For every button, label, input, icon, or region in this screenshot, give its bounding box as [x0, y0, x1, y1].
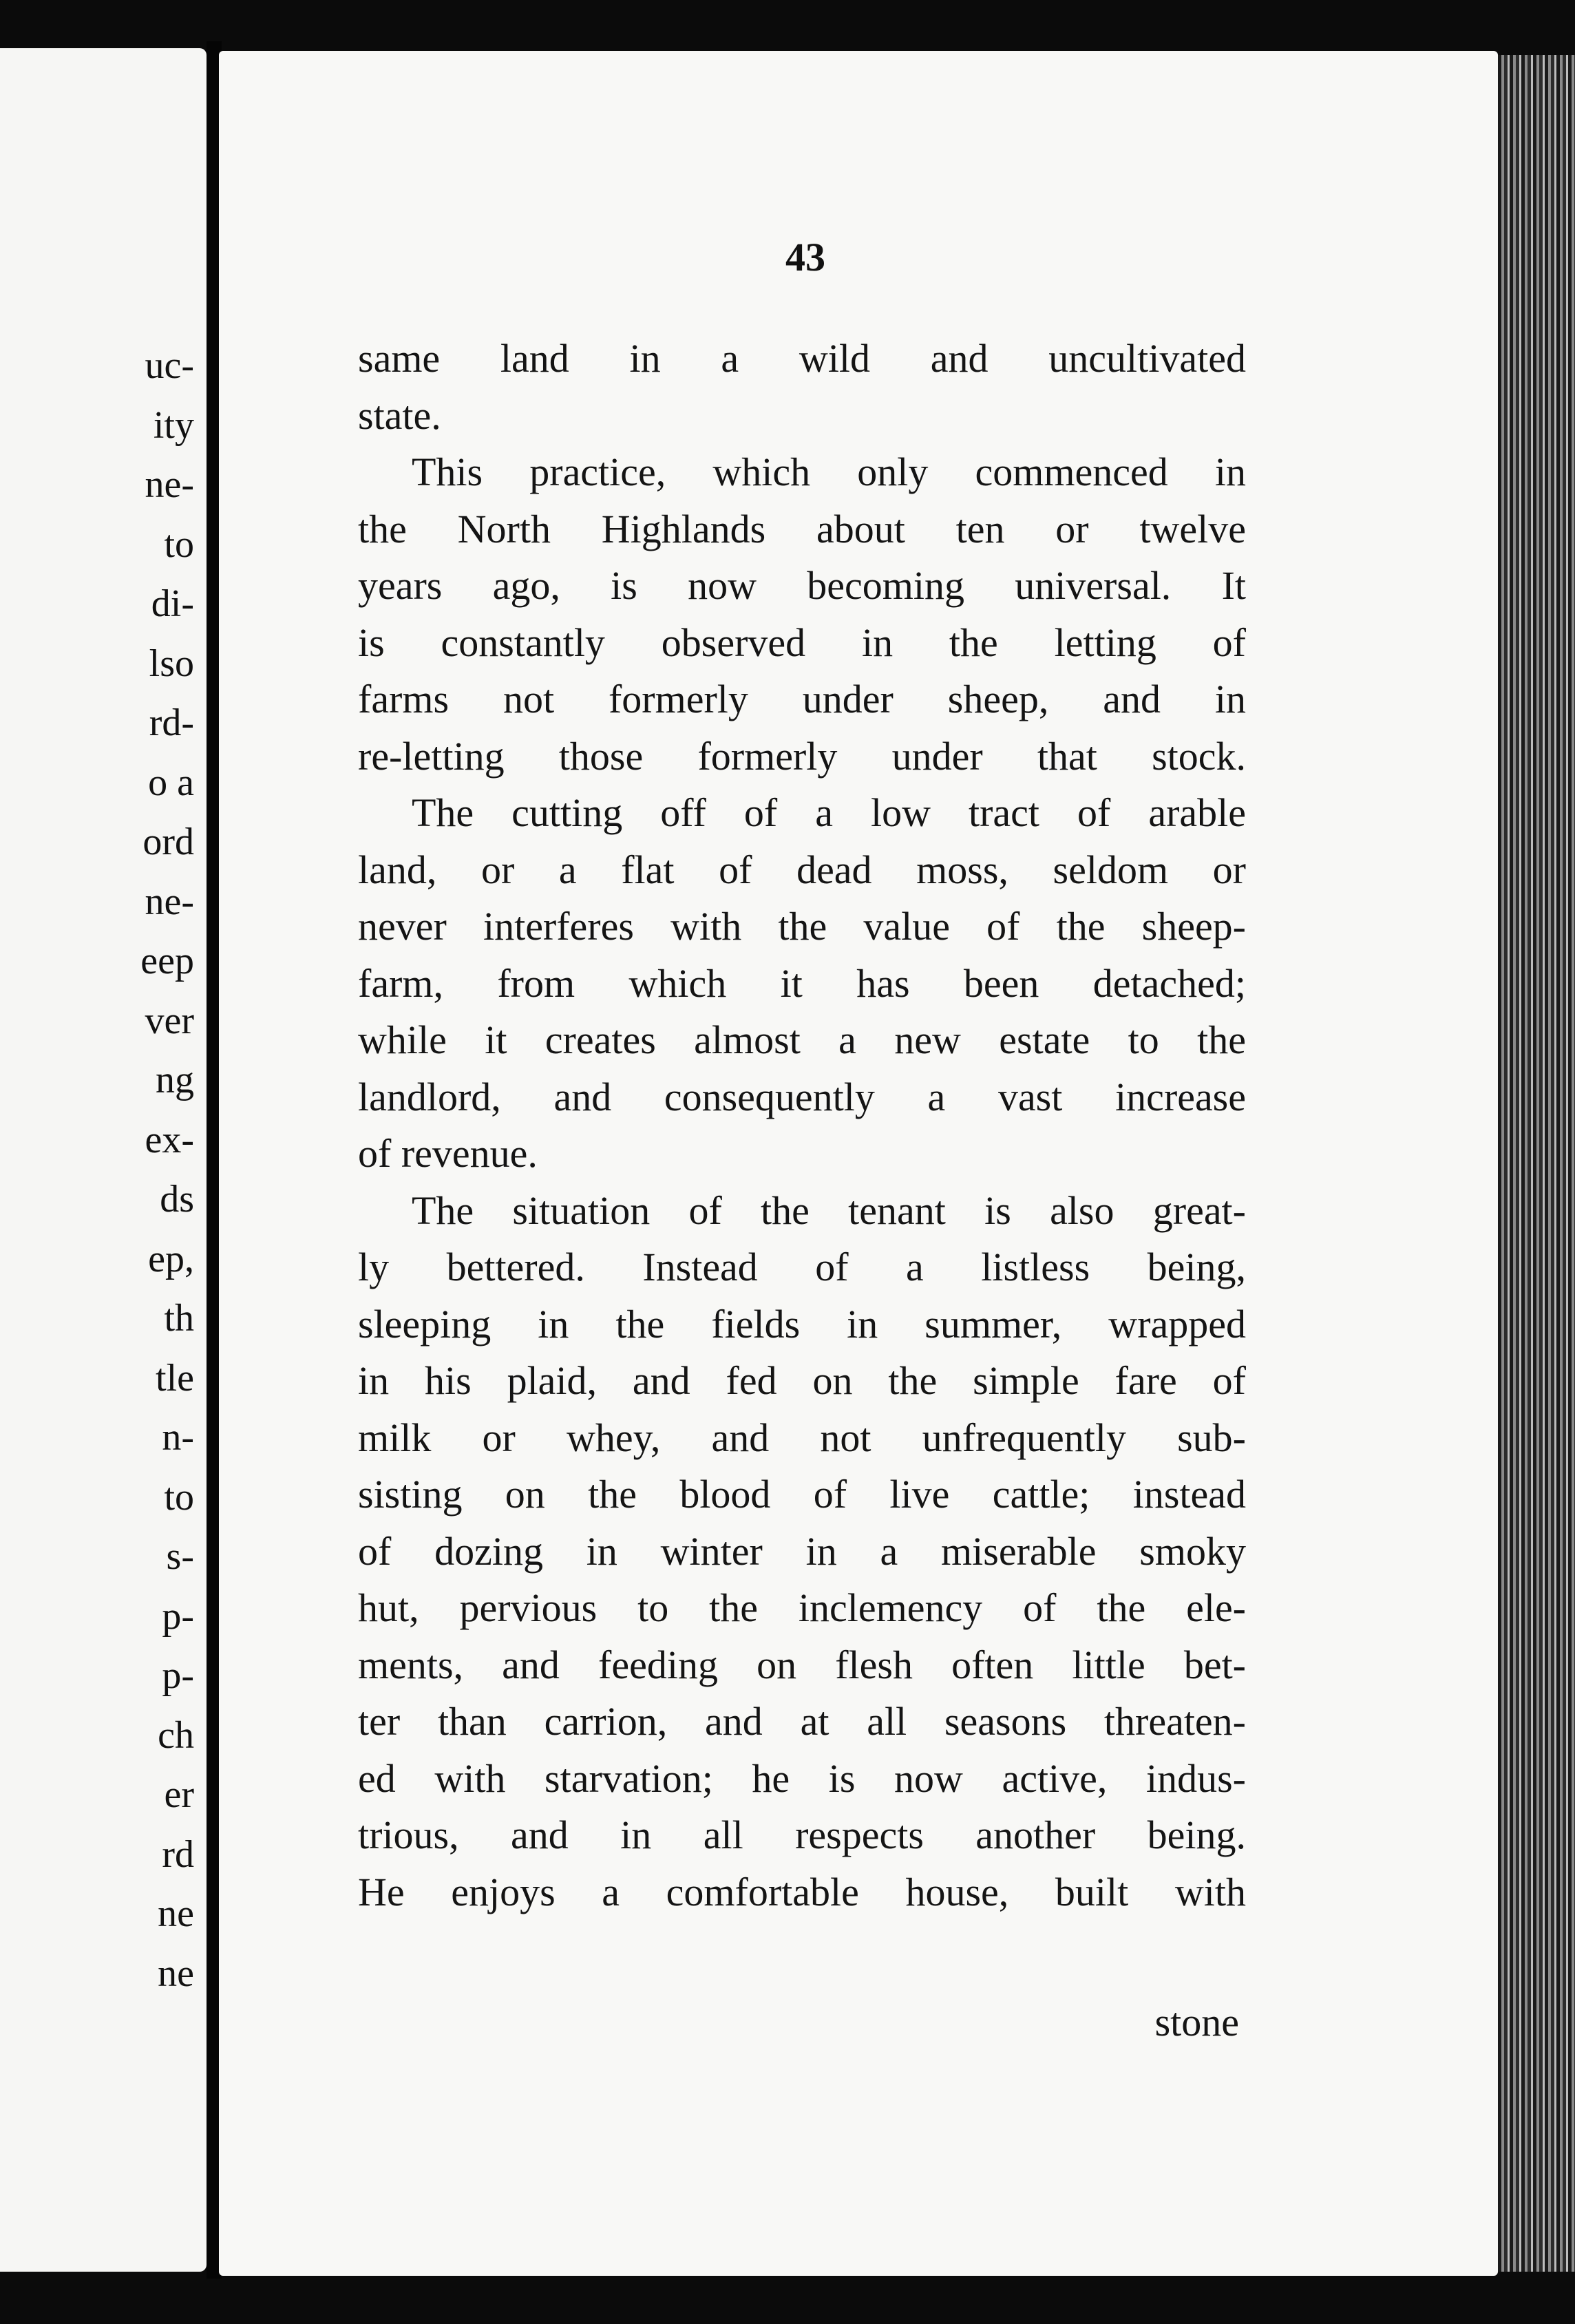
text-line: milk or whey, and not unfrequently sub-	[358, 1415, 1246, 1460]
text-line: farms not formerly under sheep, and in	[358, 677, 1246, 721]
text-line: This practice, which only commenced in	[412, 450, 1246, 494]
text-line: He enjoys a comfortable house, built with	[358, 1869, 1246, 1914]
left-fragment: er	[164, 1773, 194, 1816]
text-line: The situation of the tenant is also great-	[412, 1187, 1246, 1233]
text-line: in his plaid, and fed on the simple fare of	[358, 1358, 1246, 1403]
left-fragment: to	[164, 522, 194, 566]
left-fragment: ex-	[145, 1118, 194, 1161]
text-line: landlord, and consequently a vast increase	[358, 1074, 1246, 1119]
left-fragment: tle	[156, 1356, 194, 1399]
text-line: ter than carrion, and at all seasons threaten-	[358, 1699, 1246, 1744]
left-fragment: th	[164, 1297, 194, 1340]
text-line: is constantly observed in the letting of	[358, 620, 1246, 665]
left-fragment: ity	[153, 403, 194, 447]
text-line: ly bettered. Instead of a listless being,	[358, 1245, 1246, 1289]
left-fragment: rd-	[149, 701, 194, 744]
text-line: re-letting those formerly under that stock.	[358, 733, 1246, 779]
left-fragment: ch	[158, 1713, 194, 1757]
text-line: The cutting off of a low tract of arable	[412, 790, 1246, 835]
left-fragment: ne	[158, 1952, 194, 1995]
text-line: ed with starvation; he is now active, indus-	[358, 1755, 1246, 1801]
left-fragment: ver	[145, 999, 194, 1042]
text-line: state.	[358, 392, 441, 438]
left-fragment: eep	[140, 940, 194, 982]
left-fragment: n-	[162, 1416, 194, 1459]
left-page-text-fragments	[140, 336, 194, 2003]
left-fragment: p-	[162, 1594, 194, 1638]
text-line: of revenue.	[358, 1131, 538, 1176]
left-fragment: o a	[148, 761, 194, 804]
left-fragment: s-	[166, 1535, 194, 1578]
text-line: hut, pervious to the inclemency of the ele-	[358, 1585, 1246, 1630]
text-line: farm, from which it has been detached;	[358, 960, 1246, 1006]
page-number: 43	[785, 235, 825, 279]
left-fragment: di-	[151, 582, 194, 625]
left-fragment: ds	[160, 1178, 194, 1221]
text-line: while it creates almost a new estate to the	[358, 1017, 1246, 1062]
left-fragment: ep,	[148, 1237, 194, 1280]
left-fragment: ng	[156, 1059, 194, 1101]
left-fragment: ne	[158, 1892, 194, 1935]
text-line: of dozing in winter in a miserable smoky	[358, 1528, 1246, 1574]
left-fragment: ne-	[145, 880, 194, 923]
text-line: land, or a flat of dead moss, seldom or	[358, 847, 1246, 892]
scan-border	[0, 2279, 1575, 2324]
text-line: same land in a wild and uncultivated	[358, 336, 1246, 381]
text-line: the North Highlands about ten or twelve	[358, 506, 1246, 551]
left-fragment: rd	[162, 1832, 194, 1876]
body-text	[358, 330, 1246, 1921]
left-facing-page	[0, 48, 207, 2272]
left-fragment: uc-	[145, 344, 194, 387]
left-fragment: ord	[142, 821, 194, 863]
text-line: sisting on the blood of live cattle; instead	[358, 1472, 1246, 1517]
catchword: stone	[1154, 2000, 1239, 2045]
text-line: never interferes with the value of the sheep-	[358, 904, 1246, 949]
text-line: trious, and in all respects another being.	[358, 1813, 1246, 1857]
left-fragment: lso	[149, 642, 194, 685]
left-fragment: ne-	[145, 463, 194, 506]
text-line: ments, and feeding on flesh often little bet-	[358, 1642, 1246, 1687]
left-fragment: to	[164, 1475, 194, 1519]
left-fragment: p-	[162, 1654, 194, 1697]
text-line: sleeping in the fields in summer, wrapped	[358, 1301, 1246, 1346]
text-line: years ago, is now becoming universal. It	[358, 563, 1246, 608]
page-edge-stack	[1498, 55, 1575, 2272]
